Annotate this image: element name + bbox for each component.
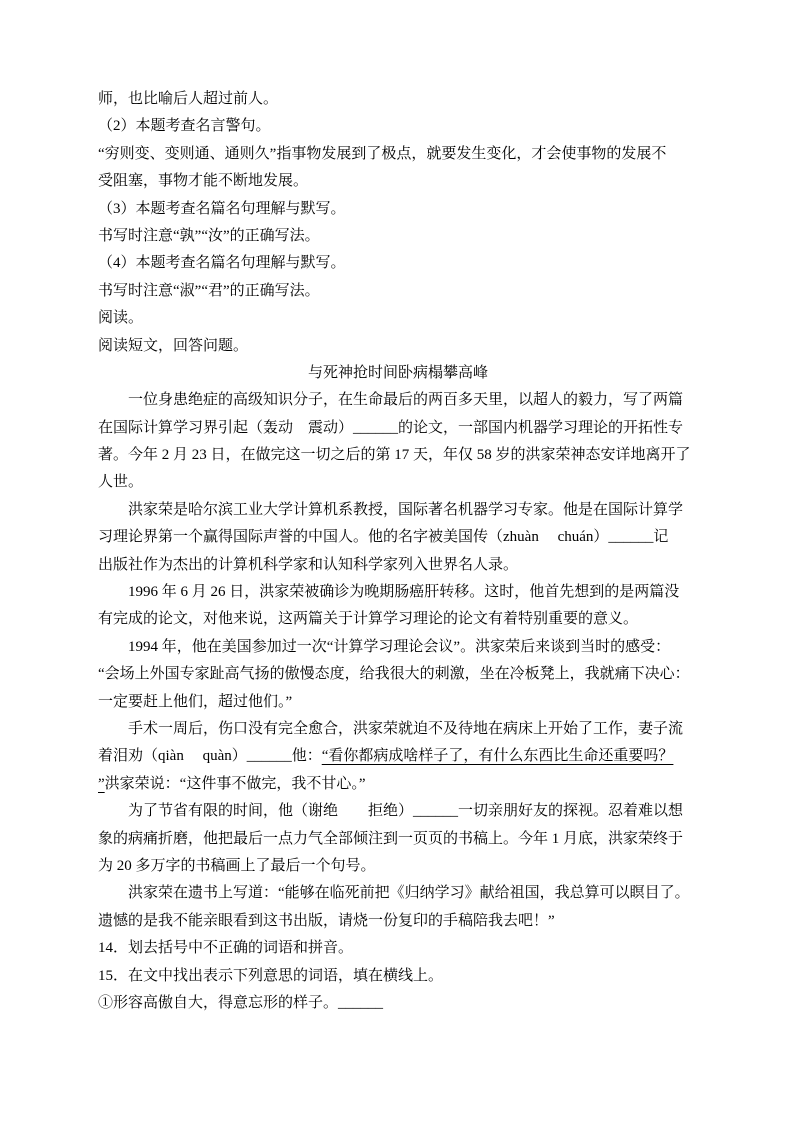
answer-explanation-line: “穷则变、变则通、通则久”指事物发展到了极点，就要发生变化，才会使事物的发展不 xyxy=(98,145,667,162)
essay-line: 象的病痛折磨，他把最后一点力气全部倾注到一页页的书稿上。今年 1 月底，洪家荣终于 xyxy=(98,830,684,847)
essay-title: 与死神抢时间卧病榻攀高峰 xyxy=(307,364,488,381)
essay-line: 出版社作为杰出的计算机科学家和认知科学家列入世界名人录。 xyxy=(98,556,519,573)
underlined-quote: “看你都病成啥样子了，有什么东西比生命还重要吗？ xyxy=(321,748,674,765)
answer-explanation-line: （3）本题考查名篇名句理解与默写。 xyxy=(98,200,346,217)
essay-line: 人世。 xyxy=(98,474,144,491)
essay-line: 洪家荣是哈尔滨工业大学计算机系教授，国际著名机器学习专家。他是在国际计算学 xyxy=(98,501,684,518)
essay-line: 在国际计算学习界引起（轰动 震动）______的论文，一部国内机器学习理论的开拓性专 xyxy=(98,419,684,436)
essay-line-text: 洪家荣说：“这件事不做完，我不甘心。” xyxy=(104,775,366,792)
reading-section-label: 阅读。 xyxy=(98,310,144,327)
reading-instruction: 阅读短文，回答问题。 xyxy=(98,337,249,354)
answer-explanation-line: （4）本题考查名篇名句理解与默写。 xyxy=(98,255,346,272)
essay-line: 1996 年 6 月 26 日，洪家荣被确诊为晚期肠癌肝转移。这时，他首先想到的是两篇没 xyxy=(98,584,680,601)
essay-line: 手术一周后，伤口没有完全愈合，洪家荣就迫不及待地在病床上开始了工作，妻子流 xyxy=(98,720,684,737)
answer-explanation-line: 受阻塞，事物才能不断地发展。 xyxy=(98,173,309,190)
essay-line: “会场上外国专家趾高气扬的傲慢态度，给我很大的刺激，坐在冷板凳上，我就痛下决心： xyxy=(98,666,690,683)
essay-line: 一位身患绝症的高级知识分子，在生命最后的两百多天里，以超人的毅力，写了两篇 xyxy=(98,392,684,409)
document-content xyxy=(98,86,698,1017)
question-15-item-1: ①形容高傲自大，得意忘形的样子。______ xyxy=(98,994,384,1011)
answer-explanation-line: 书写时注意“淑”“君”的正确写法。 xyxy=(98,282,320,299)
essay-line-text: 着泪劝（qiàn quàn）______他： xyxy=(98,748,322,765)
essay-line: 遗憾的是我不能亲眼看到这书出版，请烧一份复印的手稿陪我去吧！” xyxy=(98,912,555,929)
essay-line: 有完成的论文，对他来说，这两篇关于计算学习理论的论文有着特别重要的意义。 xyxy=(98,611,639,628)
question-14: 14．划去括号中不正确的词语和拼音。 xyxy=(98,940,354,957)
essay-line: 一定要赶上他们，超过他们。” xyxy=(98,693,293,710)
essay-line: 洪家荣在遗书上写道：“能够在临死前把《归纳学习》献给祖国，我总算可以瞑目了。 xyxy=(98,885,690,902)
essay-line: 著。今年 2 月 23 日，在做完这一切之后的第 17 天，年仅 58 岁的洪家荣神态安详地离开了 xyxy=(98,447,691,464)
essay-line: 1994 年，他在美国参加过一次“计算学习理论会议”。洪家荣后来谈到当时的感受： xyxy=(98,638,671,655)
essay-line xyxy=(98,771,698,798)
essay-line: 为 20 多万字的书稿画上了最后一个句号。 xyxy=(98,857,376,874)
essay-line xyxy=(98,743,698,770)
answer-explanation-line: 师，也比喻后人超过前人。 xyxy=(98,91,279,107)
essay-line: 习理论界第一个赢得国际声誉的中国人。他的名字被美国传（zhuàn chuán）______记 xyxy=(98,529,669,546)
underlined-quote: ” xyxy=(98,775,105,792)
answer-explanation-line: 书写时注意“孰”“汝”的正确写法。 xyxy=(98,227,320,244)
answer-explanation-line: （2）本题考查名言警句。 xyxy=(98,118,271,135)
essay-line: 为了节省有限的时间，他（谢绝 拒绝）______一切亲朋好友的探视。忍着难以想 xyxy=(98,803,684,820)
question-15: 15．在文中找出表示下列意思的词语，填在横线上。 xyxy=(98,967,444,984)
